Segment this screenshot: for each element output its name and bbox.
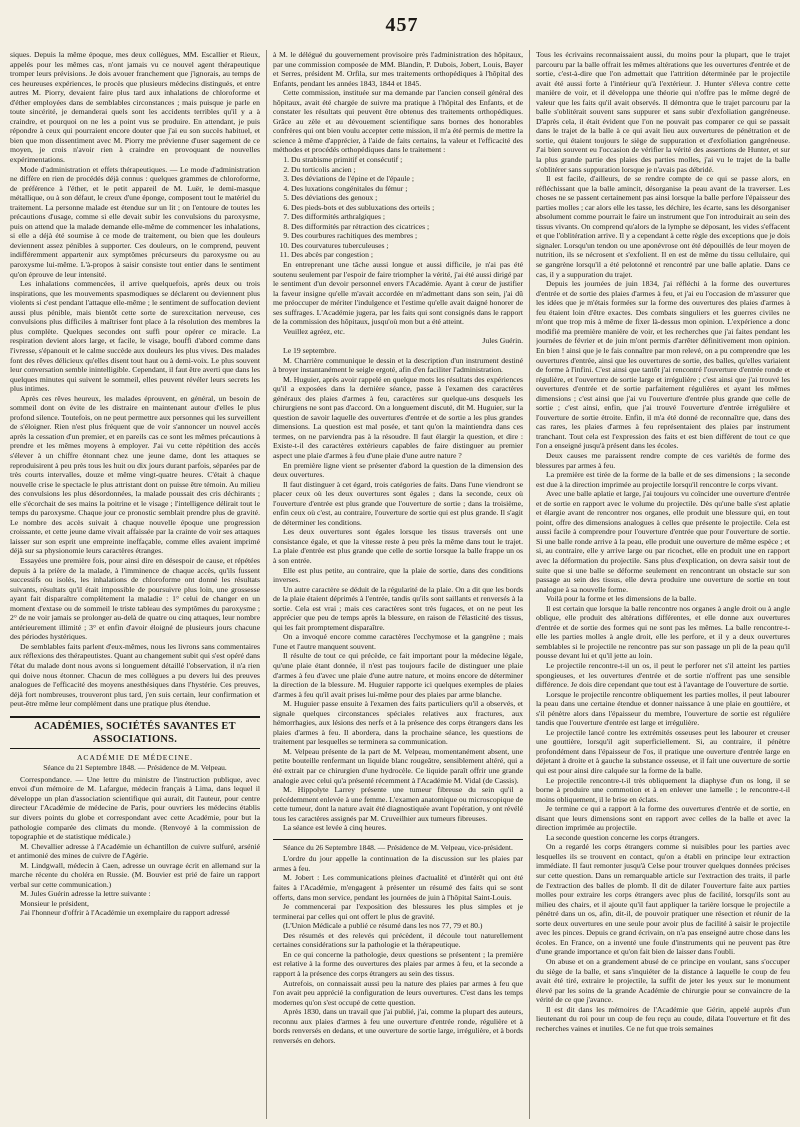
paragraph: On a invoqué encore comme caractères l'ecchymose et la gangrène ; mais l'une et l'autre manquent souvent. xyxy=(273,632,523,651)
paragraph: Je termine ce qui a rapport à la forme des ouvertures d'entrée et de sortie, en disant que leurs dimensions sont en rapport avec celles de la balle et avec la direction imprimée au projectile. xyxy=(536,804,790,833)
paragraph: M. Hippolyte Larrey présente une tumeur fibreuse du sein qu'il a précédemment enlevée à une femme. L'examen anatomique ou microscopique de cette tumeur, dont la nature avait été diagnostiquée avant l'opération, y ont révélé tous les caractères assignés par M. Cruveilhier aux tumeurs fibreuses. xyxy=(273,785,523,823)
paragraph: Le projectile rencontre-t-il très obliquement la diaphyse d'un os long, il se borne à produire une commotion et à en enlever une lamelle ; le rencontre-t-il moins obliquement, il le brise en éclats. xyxy=(536,775,790,804)
paragraph: La première est tirée de la forme de la balle et de ses dimensions ; la seconde est due à la direction imprimée au projectile lorsqu'il rencontre le corps vivant. xyxy=(536,470,790,489)
seance-line: Séance du 26 Septembre 1848. — Présidence de M. Velpeau, vice-président. xyxy=(283,842,513,852)
paragraph: En entreprenant une tâche aussi longue et aussi difficile, je n'ai pas été soutenu seulement par l'espoir de faire triompher la vérité, j'ai été aussi dirigé par le sentiment d'un devoir personnel envers l'Académie. Ayant à cœur de justifier la faveur insigne qu'elle m'avait accordée en m'admettant dans son sein, j'ai dû me préoccuper de mériter l'indulgence et l'estime qu'elle avait daigné honorer de ses suffrages. L'Académie jugera, par les faits qui sont consignés dans le rapport de la commission des hôpitaux, jusqu'où mon but a été atteint. xyxy=(273,260,523,327)
paragraph: L'ordre du jour appelle la continuation de la discussion sur les plaies par armes à feu. xyxy=(273,854,523,873)
paragraph: La seconde question concerne les corps étrangers. xyxy=(546,832,700,842)
paragraph: Veuillez agréez, etc. xyxy=(283,326,345,336)
paragraph: Correspondance. — Une lettre du ministre de l'instruction publique, avec envoi d'un mémoire de M. Lafargue, médecin français à Lima, dans lequel il développe un plan d'association scientifique qui aurait, dit l'auteur, pour centre directeur l'Académie de médecine de Paris, pour ouvriers les médecins établis sur divers points du globe et correspondant avec cette Académie, pour but la pathologie comparée des climats du monde. (Renvoyé à la commission de topographie et de statistique médicale.) xyxy=(10,774,260,842)
paragraph: On abuse et on a grandement abusé de ce principe en voulant, sans s'occuper du siège de la balle, et sans s'inquiéter de la distance à laquelle le coup de feu avait été tiré, extraire le projectile, la suffit de jeter les yeux sur le monument élevé par les soins de la grande Académie de chirurgie pour se convaincre de la vérité de ce que j'avance. xyxy=(536,956,790,1005)
paragraph: Cette commission, instituée sur ma demande par l'ancien conseil général des hôpitaux, avait été chargée de suivre ma pratique à l'hôpital des Enfants, et de constater les résultats qui peuvent être obtenus des traitements orthopédiques. Grâce au zèle et au dévouement scientifique sans bornes des honorables confrères qui ont bien voulu accepter cette mission, il m'a été permis de mettre la science à même d'apprécier, à l'aide de faits certains, la valeur et l'efficacité des méthodes et procédés orthopédiques dans le traitement : xyxy=(273,88,523,155)
paragraph: Il est certain que lorsque la balle rencontre nos organes à angle droit ou à angle oblique, elle produit des altérations différentes, et elle donne aux ouvertures d'entrée et de sortie des formes qui ne sont pas les mêmes. La balle rencontre-t-elle les parties molles à angle droit, elle les perfore, et il y a deux ouvertures semblables si le projectile ne rencontre pas sur son passage un pli de la peau qu'il pousse devant lui et qu'il jette au loin. xyxy=(536,603,790,661)
treatment-list xyxy=(273,155,523,260)
column-divider xyxy=(529,50,530,1119)
paragraph: à M. le délégué du gouvernement provisoire près l'administration des hôpitaux, par une commission composée de MM. Blandin, P. Dubois, Jobert, Louis, Bayer et Serres, président M. Orfila, sur mes traitements orthopédiques à l'hôpital des Enfants, pendant les années 1843, 1844 et 1845. xyxy=(273,50,523,88)
paragraph: Il est dit dans les mémoires de l'Académie que Gérin, appelé auprès d'un lieutenant du roi pour un coup de feu reçu au coude, dilata l'ouverture et fit des recherches vaines et inutiles. Ce ne fut que trois semaines xyxy=(536,1004,790,1033)
paragraph: De semblables faits parlent d'eux-mêmes, nous les livrons sans commentaires aux réflexions des thérapeutistes. Quant au changement subit qui s'est opéré dans l'état du malade dont nous avons si longuement détaillé l'observation, il n'a rien qui doive nous étonner. Chacun de mes collègues a pu devers lui des preuves analogues de l'efficacité des moyens anesthésiques dans l'hystérie. Ces preuves, déjà fort nombreuses, trouveront plus tard, j'en suis certain, leur confirmation et peut-être même leur complément dans une pratique plus étendue. xyxy=(10,641,260,709)
date-line: Le 19 septembre. xyxy=(283,345,337,355)
paragraph: M. Jobert : Les communications pleines d'actualité et d'intérêt qui ont été faites à l'Académie, m'engagent à présenter un résumé des faits qui se sont offerts, dans mon service, pendant les journées de juin à l'hôpital Saint-Louis. xyxy=(273,873,523,902)
paragraph: M. Charrière communique le dessin et la description d'un instrument destiné à broyer instantanément le seigle ergoté, afin d'en faciliter l'administration. xyxy=(273,355,523,375)
list-item: 8. Des difformités par rétraction des cicatrices ; xyxy=(291,222,523,232)
paragraph: Monsieur le président, xyxy=(20,898,89,908)
paragraph: M. Lindgwall, médecin à Caen, adresse un ouvrage écrit en allemand sur la marche récente du choléra en Russie. (M. Bouvier est prié de faire un rapport verbal sur cette communication.) xyxy=(10,860,260,889)
paragraph: Deux causes me paraissent rendre compte de ces variétés de forme des blessures par armes à feu. xyxy=(536,450,790,470)
seance-line: Séance du 21 Septembre 1848. — Présidence de M. Velpeau. xyxy=(43,763,227,773)
paragraph: J'ai l'honneur d'offrir à l'Académie un exemplaire du rapport adressé xyxy=(20,908,230,918)
list-item: 3. Des déviations de l'épine et de l'épaule ; xyxy=(291,174,523,184)
paragraph: Elle est plus petite, au contraire, que la plaie de sortie, dans des conditions inverses. xyxy=(273,565,523,585)
paragraph: Essayées une première fois, pour ainsi dire en désespoir de cause, et répétées depuis à la prière de la malade, à l'imminence de chaque accès, qu'ils fussent successifs ou isolés, les inhalations de chloroforme ont donné les résultats suivants, résultats qu'il était impossible de poursuivre plus loin, une grossesse ayant fait disparaître complètement la maladie : 1° celui de changer en un moment d'extase ou de sommeil le triste tableau des symptômes du paroxysme ; 2° de ne voir jamais se prolonger au-delà de quatre ou cinq attaques, leur nombre antérieurement illimité ; 3° et enfin d'avoir éloigné de plusieurs jours chacune des périodes hystériques. xyxy=(10,555,260,642)
list-item: 7. Des difformités arthralgiques ; xyxy=(291,212,523,222)
column-right xyxy=(536,50,790,1119)
paragraph: Autrefois, on connaissait aussi peu la nature des plaies par armes à feu que l'on avait peu apprécié la configuration de leurs ouvertures. C'est dans les temps modernes qu'on s'est occupé de cette question. xyxy=(273,978,523,1007)
list-item: 5. Des déviations des genoux ; xyxy=(291,193,523,203)
paragraph: Depuis les journées de juin 1834, j'ai réfléchi à la forme des ouvertures d'entrée et de sortie des plaies d'armes à feu, et j'ai eu l'occasion de m'assurer que les idées que je m'étais formées sur la forme des ouvertures des plaies d'armes à feu étaient loin d'être exactes. Des combats singuliers et les guerres civiles ne m'ont que trop mis à même de fixer là-dessus mon opinion. L'expérience a donc modifié ma première manière de voir, et les recherches que j'ai faites pendant les journées de février et de juin m'ont permis d'arrêter définitivement mon opinion. En bien ! ainsi que je le fais connaître par mon relevé, on a pu comprendre que les ouvertures d'entrée, ainsi que les ouvertures de sortie, des balles, qu'elles variaient de forme à l'infini. C'est ainsi que tantôt j'ai rencontré l'ouverture d'entrée ronde et régulière, et l'ouverture de sortie large et irrégulière ; c'est ainsi que j'ai trouvé les ouvertures d'entrée et de sortie parfaitement régulières et ayant les mêmes dimensions ; c'est ainsi que j'ai vu l'ouverture d'entrée plus grande que celle de sortie ; c'est ainsi, enfin, que j'ai trouvé l'ouverture d'entrée irrégulière et l'ouverture de sortie étroite. Enfin, il m'a été donné de reconnaître que, dans des cas rares, les plaies d'armes à feu représentaient des plaies par instrument tranchant. Tout cela est l'expression des faits et est bien différent de tout ce que l'on a enseigné jusqu'à présent dans les écoles. xyxy=(536,279,790,451)
paragraph: Après 1830, dans un travail que j'ai publié, j'ai, comme la plupart des auteurs, reconnu aux plaies d'armes à feu une ouverture d'entrée ronde, régulière et à bords renversés en dedans, et une ouverture de sortie large, irrégulière, et à bords renversés en dehors. xyxy=(273,1007,523,1045)
paragraph: On a regardé les corps étrangers comme si nuisibles pour les parties avec lesquelles ils se trouvent en contact, qu'on a établi en principe leur extraction immédiate. Il faut remonter jusqu'à Celse pour trouver quelques données précises sur cette question. Dans un remarquable article sur l'extraction des traits, il parle de l'extraction des balles de plomb. Il dit de dilater l'ouverture faite aux parties molles pour extraire les corps étrangers avec plus de facilité, lorsqu'ils sont au milieu des chairs, et il ajoute qu'il faut appliquer la tarière lorsque le projectile a pénétré dans un os, afin, dit-il, de pouvoir pratiquer une résection et réunir de la sorte deux ouvertures en une seule pour avoir plus de facilité à saisir le projectile avec les pinces. Depuis ce grand écrivain, on n'a pas enseigné autre chose dans les écoles. En France, on a inventé une foule d'instruments qui ne peuvent pas être d'une grande importance et qu'on fait bien de laisser dans l'oubli. xyxy=(536,842,790,957)
list-item: 6. Des pieds-bots et des subluxations des orteils ; xyxy=(291,203,523,213)
paragraph: Il résulte de tout ce qui précède, ce fait important pour la médecine légale, qu'une plaie étant donnée, il n'est pas toujours facile de distinguer une plaie d'armes à feu d'avec une plaie d'une autre nature, et moins encore de déterminer la direction de la blessure. M. Huguier rapporte ici quelques exemples de plaies d'armes à feu qu'il avait prises lui-même pour des plaies par arme blanche. xyxy=(273,651,523,699)
paragraph: Il faut distinguer à cet égard, trois catégories de faits. Dans l'une viendront se placer ceux où les deux ouvertures sont égales ; dans la seconde, ceux où l'ouverture d'entrée est plus grande que l'ouverture de sortie ; dans la troisième, enfin ceux où c'est, au contraire, l'ouverture de sortie qui est plus grande. Il s'agit de déterminer les conditions. xyxy=(273,479,523,527)
list-item: 10. Des courvatures tuberculeuses ; xyxy=(291,241,523,251)
paragraph: M. Huguier passe ensuite à l'examen des faits particuliers qu'il a observés, et signale quelques circonstances spéciales relatives aux fractures, aux hémorrhagies, aux lésions des nerfs et à la présence des corps étrangers dans les plaies d'armes à feu. Il abordera, dans la prochaine séance, les questions de traitement par lesquelles se terminera sa communication. xyxy=(273,699,523,747)
paragraph: Avec une balle aplatie et large, j'ai toujours vu coïncider une ouverture d'entrée et de sortie en rapport avec le volume du projectile. Dès qu'une balle s'est aplatie et élargie avant de rencontrer nos organes, elle produit une blessure qui, en tout point, offre des dimensions analogues à celles que présente le projectile. Cela est aussi facile à comprendre pour l'ouverture d'entrée que pour l'ouverture de sortie. Si une balle ronde arrive à la peau, elle produit une ouverture de même espèce ; et si, au contraire, elle y arrive large ou par ricochet, elle en produit une en rapport avec la déformation du projectile. Sans plus d'explication, on devra saisir tout de suite que si une balle se déforme seulement en rencontrant un obstacle sur son passage au sein des tissus, elle devra produire une ouverture de sortie en tout analogue à sa nouvelle forme. xyxy=(536,489,790,594)
paragraph: Les inhalations commencées, il arrive quelquefois, après deux ou trois inspirations, que les mouvements spasmodiques se déclarent ou deviennent plus violents si c'est pendant l'attaque elle-même ; le sentiment de suffocation devient aussi plus pénible, mais bientôt cette sorte de surexcitation nerveuse, ces convulsions plus difficiles à maîtriser font place à la résolution des membres la plus complète. Quelques secondes ont suffi pour opérer ce miracle. La respiration devient alors large, et facile, le visage, bouffi d'abord comme dans l'ivresse, s'épanouit et le calme succède aux douleurs les plus vives. Des malades font des rêves délicieux qu'elles disent tout haut ou à demi-voix. Le plus souvent leur conversation semble inintelligible. Cependant, il faut être averti que dans les quelques minutes qui suivent le sommeil, elles peuvent révéler leurs secrets les plus intimes. xyxy=(10,279,260,394)
paragraph: En première ligne vient se présenter d'abord la question de la dimension des deux ouvertures. xyxy=(273,460,523,480)
paragraph: Voilà pour la forme et les dimensions de la balle. xyxy=(546,594,697,604)
paragraph: siques. Depuis la même époque, mes deux collègues, MM. Escallier et Rieux, appelés pour les mêmes cas, n'ont jamais vu ce nouvel agent thérapeutique tromper leurs prévisions. Je dois avouer franchement que j'ignorais, au temps de ces heureuses expériences, le procès que plusieurs médecins distingués, et entre autres M. Piorry, devaient faire plus tard aux inhalations de chloroforme et d'éther employées dans de semblables circonstances ; mais puisque je parle en toute sincérité, je demanderai quels sont les accidents terribles qu'il y a à craindre, et pourquoi on ne les a point vus se produire. En attendant, je puis répondre à ceux qui pourraient encore douter que j'ai eu son succès habituel, et bien que mon dissentiment avec M. Piorry me prévienne d'user sagement de ce moyen, je crois n'avoir rien à craindre en provoquant de nouvelles expérimentations. xyxy=(10,50,260,165)
paragraph: Mode d'administration et effets thérapeutiques. — Le mode d'administration ne diffère en rien de procédés déjà connus : quelques grammes de chloroforme, de préférence à l'éther, et le petit appareil de M. Luër, le demi-masque métallique, ou à son défaut, le creux d'une éponge, composent tout le matériel du traitement. La personne malade est étendue sur un lit ; on l'entoure de toutes les précautions d'usage, comme si elle devait subir les convulsions du paroxysme, puis on attend que la malade demande elle-même de commencer les inhalations, si elle a déjà été soumise à ce mode de traitement, ou bien que les douleurs deviennent assez pénibles à supporter. Ces douleurs, on le comprend, peuvent indifféremment appartenir aux symptômes précurseurs du paroxysme ou au paroxysme lui-même. L'à-propos à saisir consiste tout entier dans le sentiment qu'on éprouve de leur intensité. xyxy=(10,164,260,279)
column-divider xyxy=(266,50,267,1119)
paragraph: (L'Union Médicale a publié ce résumé dans les nos 77, 79 et 80.) xyxy=(283,921,483,931)
paragraph: La séance est levée à cinq heures. xyxy=(283,823,387,833)
paragraph: Les deux ouvertures sont égales lorsque les tissus traversés ont une consistance égale, et que la vitesse reste à peu près la même dans tout le trajet. La plaie d'entrée est plus grande que celle de sortie lorsque la balle frappe un os à son entrée. xyxy=(273,527,523,565)
paragraph: En ce qui concerne la pathologie, deux questions se présentent ; la première est relative à la forme des ouvertures des plaies par armes à feu, et la seconde a rapport à la présence des corps étrangers au sein des tissus. xyxy=(273,949,523,978)
paragraph: M. Huguier, après avoir rappelé en quelque mots les résultats des expériences qu'il a exposées dans la dernière séance, passe à l'examen des caractères généraux des plaies d'armes à feu, caractères sur quelque-uns desquels les chirurgiens ne sont pas d'accord. On a longuement discuté, dit M. Huguier, sur la question de savoir laquelle des ouvertures d'entrée et de sortie a les plus grandes dimensions. La question est mal posée, et tant qu'on la maintiendra dans ces termes, on ne parviendra pas à la résoudre. Il faut élargir la question, et dire : Existe-t-il des caractères extérieurs capables de faire distinguer au premier aspect une plaie d'armes à feu d'une plaie d'une autre nature ? xyxy=(273,374,523,460)
paragraph: M. Chevallier adresse à l'Académie un échantillon de cuivre sulfuré, arsénié et antimonié des mines de cuivre de l'Agérie. xyxy=(10,841,260,861)
paragraph: Un autre caractère se déduit de la régularité de la plaie. On a dit que les bords de la plaie étaient déprimés à l'entrée, tandis qu'ils sont saillants et renversés à la sortie. Cela est vrai ; mais ces caractères sont très fugaces, et on ne peut les apprécier que peu de temps après la blessure, en raison de l'élasticité des tissus, qui les fait promptement disparaître. xyxy=(273,584,523,632)
paragraph: Des résumés et des relevés qui précèdent, il découle tout naturellement certaines considérations sur la pathologie et la thérapeutique. xyxy=(273,930,523,950)
divider xyxy=(273,839,523,840)
paragraph: Le projectile rencontre-t-il un os, il peut le perforer net s'il atteint les parties spongieuses, et les ouvertures d'entrée et de sortie n'offrent pas une sensible différence. Je dois dire cependant que tout est à l'avantage de l'ouverture de sortie. xyxy=(536,661,790,690)
paragraph: Il est facile, d'ailleurs, de se rendre compte de ce qui se passe alors, en réfléchissant que la balle amincit, désorganise la peau avant de la traverser. Les choses ne se passent certainement pas ainsi lorsque la balle perfore l'épaisseur des parties molles ; car alors elle les tasse, les déchire, les écarte, sans les désorganiser absolument comme pourrait le faire un instrument que l'on introduirait au sein des tissus vivants. On comprend qu'alors de la lymphe se déposant, les vides s'effacent et que l'oblitération arrive. Il y a cependant à cette règle des exceptions que je dois signaler. Lorsqu'un tendon ou une aponévrose ont été dépouillés de leur moyen de nutrition, ils se nécrosent et s'exfolient. Il en est de même du tissu cellulaire, qui se gangrène lorsqu'il a été pelotonné et rencontré par une balle aplatie. Dans ce cas, il y a suppuration du trajet. xyxy=(536,174,790,279)
paragraph: M. Velpeau présente de la part de M. Velpeau, momentanément absent, une petite bouteille renfermant un liquide blanc rougeâtre, sensiblement altéré, qui a été extrait par ce chirurgien d'une hydrocèle. Ce liquide paraît offrir une grande analogie avec celui qu'a présenté récemment à l'Académie M. Vidal (de Cassis). xyxy=(273,746,523,785)
list-item: 4. Des luxations congénitales du fémur ; xyxy=(291,184,523,194)
page-number: 457 xyxy=(385,14,419,36)
paragraph: M. Jules Guérin adresse la lettre suivante : xyxy=(20,889,151,899)
paragraph: Après ces rêves heureux, les malades éprouvent, en général, un besoin de sommeil dont on évite de les distraire en maintenant autour d'elles le plus profond silence. Toutefois, on ne peut permettre aux personnes qui les surveillent de s'éloigner. Rien n'est plus fréquent que de voir s'annoncer un nouvel accès après la cessation d'un premier, et en pareils cas ce sont les mêmes précautions à prendre et les mêmes moyens à employer. J'ai vu cette répétition des accès s'élever à un chiffre étonnant chez une jeune dame, dont les attaques se reproduisirent à peu près tous les huit ou dix jours durant parfois, séparées par de très courts intervalles, douze et même vingt-quatre heures. C'était à chaque nouvelle crise le spectacle le plus attristant dont on puisse être témoin. Au milieu des convulsions les plus désordonnées, la malade poussait des cris déchirants ; elle s'écorchait de ses mains la poitrine et le visage ; l'intelligence délirait tout le temps du paroxysme. Chaque jour ce pronostic semblait prendre plus de gravité. Le nombre des accès suivait à chaque nouvelle époque une progression croissante, et cette jeune dame vivait affaissée par la crainte de voir ses attaques laisser sur son esprit une empreinte ineffaçable, comme elles avaient imprimé déjà sur sa physionomie leurs caractères étranges. xyxy=(10,393,260,556)
list-item: 11. Des abcès par congestion ; xyxy=(291,250,523,260)
list-item: 1. Du strabisme primitif et consécutif ; xyxy=(291,155,523,165)
column-middle xyxy=(273,50,523,1119)
paragraph: Le projectile lancé contre les extrémités osseuses peut les labourer et creuser une gouttière, lorsqu'il agit superficiellement. Si, au contraire, il pénètre profondément dans l'épaisseur de l'os, il pratique une ouverture d'entrée large en déjetant à droite et à gauche la substance osseuse, et il fait une ouverture de sortie qui est pour ainsi dire calquée sur la forme de la balle. xyxy=(536,727,790,776)
academy-title: ACADÉMIE DE MÉDECINE. xyxy=(76,752,194,762)
list-item: 2. Du torticolis ancien ; xyxy=(291,165,523,175)
paragraph: Je commencerai par l'exposition des blessures les plus simples et je terminerai par celles qui ont offert le plus de gravité. xyxy=(273,902,523,921)
paragraph: Lorsque le projectile rencontre obliquement les parties molles, il peut labourer la peau dans une certaine étendue et donner naissance à une plaie en gouttière, et s'il pénètre alors dans l'épaisseur du membre, l'ouverture de sortie est régulière tandis que l'ouverture d'entrée est large et irrégulière. xyxy=(536,689,790,728)
list-item: 9. Des courbures rachitiques des membres ; xyxy=(291,231,523,241)
section-title: ACADÉMIES, SOCIÉTÉS SAVANTES ET ASSOCIATIONS. xyxy=(10,716,260,749)
column-left xyxy=(10,50,260,1119)
paragraph: Tous les écrivains reconnaissaient aussi, du moins pour la plupart, que le trajet parcouru par la balle offrait les mêmes altérations que les ouvertures d'entrée et de sortie, c'est-à-dire que l'on admettait que l'attrition déterminée par le projectile avait été aussi forte à l'intérieur qu'à l'extérieur. J. Hunter s'éleva contre cette manière de voir, et il développa une théorie qui n'offre pas le même degré de valeur que les faits qu'il avait observés. Il démontra que le trajet parcouru par la balle s'oblitérait souvent sans suppurer et sans subir d'exfoliation gangréneuse. D'après cela, il était évident que l'on ne pouvait pas comparer ce qui se passait dans le trajet de la balle à ce qui avait lieu aux ouvertures de pénétration et de sortie, qui étaient toujours le siège de suppuration et d'exfoliation gangréneuse. J'ai bien souvent eu l'occasion de vérifier la vérité des assertions de Hunter, et sur la plus grande partie des plaies des parties molles, j'ai vu le trajet de la balle s'oblitérer sans suppuration lorsque je n'avais pas débridé. xyxy=(536,50,790,174)
signature: Jules Guérin. xyxy=(482,336,523,346)
